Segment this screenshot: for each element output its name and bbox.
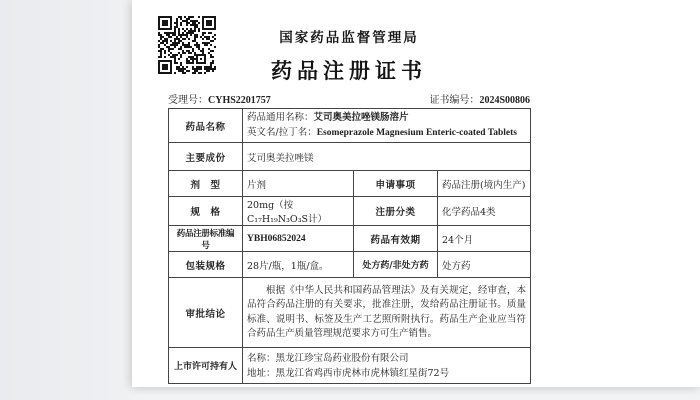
main-ingredient-value: 艾司奥美拉唑镁: [243, 143, 531, 171]
row-main-ingredient: [169, 143, 531, 171]
main-ingredient-label: 主要成份: [169, 143, 243, 171]
row-standard-no: [169, 226, 531, 252]
certificate-number: [429, 91, 530, 106]
holder-name-label: 名称：: [247, 352, 276, 364]
holder-value-cell: [243, 348, 531, 384]
drug-generic-name-value: 艾司奥美拉唑镁肠溶片: [313, 112, 409, 123]
package-spec-value: 28片/瓶，1瓶/盒。: [243, 252, 354, 278]
validity-label: 药品有效期: [354, 226, 438, 252]
dosage-form-value: 片剂: [243, 171, 354, 197]
drug-generic-name-label: 药品通用名称：: [247, 112, 314, 123]
acceptance-number-value: CYHS2201757: [208, 95, 271, 106]
conclusion-text: 根据《中华人民共和国药品管理法》及有关规定，经审查，本品符合药品注册的有关要求，批准注册，发给药品注册证书。质量标准、说明书、标签及生产工艺照所附执行。药品生产企业应当符合药品生产质量管理规范要求方可生产销售。: [247, 284, 527, 339]
dosage-form-label: 剂 型: [169, 171, 243, 197]
specification-value: 20mg（按C₁₇H₁₉N₃O₃S计）: [243, 197, 354, 226]
registration-table: [168, 108, 531, 384]
registration-class-value: 化学药品4类: [438, 197, 531, 226]
row-holder: [169, 348, 531, 384]
specification-label: 规 格: [169, 197, 243, 226]
row-package-spec: [169, 252, 531, 278]
drug-name-label: 药品名称: [169, 109, 243, 143]
drug-name-value-cell: [243, 109, 531, 143]
validity-value: 24个月: [438, 226, 531, 252]
certificate-number-label: 证书编号：: [429, 95, 480, 106]
certificate-title: 药品注册证书: [271, 58, 427, 83]
row-specification: [169, 197, 531, 226]
package-spec-label: 包装规格: [169, 252, 243, 278]
certificate-header: [168, 26, 530, 85]
certificate-meta-row: [168, 91, 530, 106]
standard-no-value: YBH06852024: [243, 226, 354, 252]
rx-type-label: 处方药/非处方药: [354, 252, 438, 278]
application-item-label: 申请事项: [354, 171, 438, 197]
row-conclusion: [169, 278, 531, 348]
holder-address-value: 黑龙江省鸡西市虎林市虎林镇红星街72号: [275, 367, 450, 379]
holder-address-line: [247, 366, 526, 381]
drug-english-name-value: Esomeprazole Magnesium Enteric-coated Tablets: [316, 128, 517, 138]
registration-class-label: 注册分类: [354, 197, 438, 226]
standard-no-label: 药品注册标准编号: [169, 226, 243, 252]
drug-english-name-label: 英文名/拉丁名：: [247, 127, 317, 138]
conclusion-value-cell: [243, 278, 531, 348]
acceptance-number: [168, 91, 271, 106]
row-drug-name: [169, 109, 531, 143]
holder-name-value: 黑龙江珍宝岛药业股份有限公司: [275, 352, 409, 364]
holder-label: 上市许可持有人: [169, 348, 243, 384]
conclusion-label: 审批结论: [169, 278, 243, 348]
drug-generic-name: [247, 110, 526, 125]
rx-type-value: 处方药: [438, 252, 531, 278]
holder-name-line: [247, 351, 526, 366]
application-item-value: 药品注册(境内生产): [438, 171, 531, 197]
drug-english-name: [247, 125, 526, 141]
holder-address-label: 地址：: [247, 367, 276, 379]
acceptance-number-label: 受理号：: [168, 95, 208, 106]
certificate-page: [132, 0, 700, 387]
row-dosage-form: [169, 171, 531, 197]
authority-name: 国家药品监督管理局: [279, 30, 419, 45]
certificate-number-value: 2024S00806: [479, 95, 530, 106]
